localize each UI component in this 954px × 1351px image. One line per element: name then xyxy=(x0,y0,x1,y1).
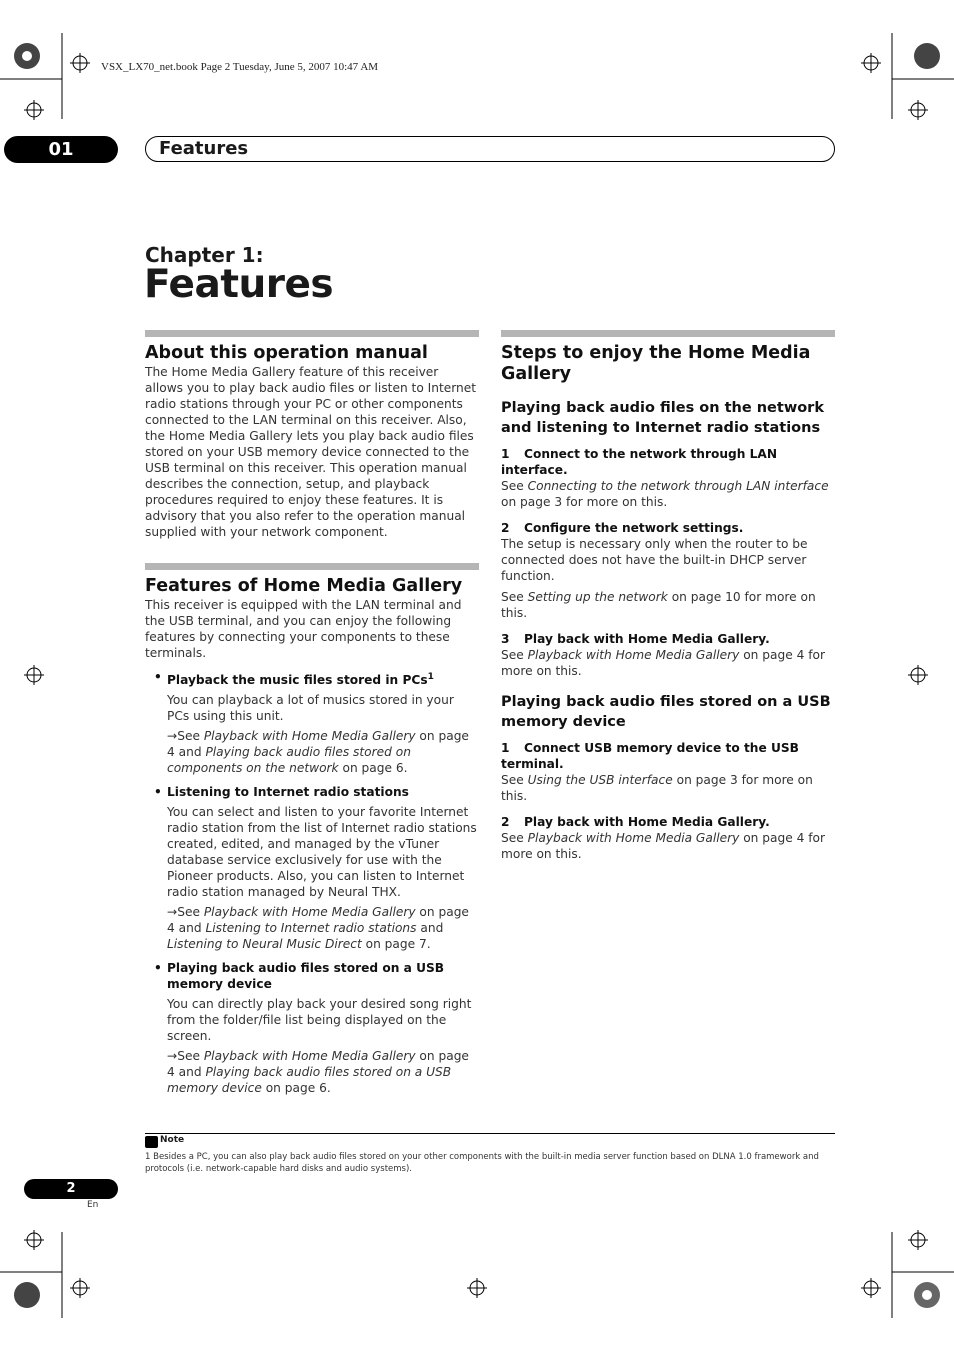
section-tab xyxy=(145,136,835,162)
feature-item-title-text: Playing back audio files stored on a USB memory device xyxy=(167,961,445,992)
ref-text: on page 4 and xyxy=(167,1049,469,1080)
see-text: on page 10 for more on this. xyxy=(501,590,816,620)
feature-item-title-text: Playback the music files stored in PCs xyxy=(167,673,428,688)
see-text: on page 4 for more on this. xyxy=(501,648,825,678)
see-text: See xyxy=(501,648,528,662)
ref-text: on page 7. xyxy=(361,937,431,952)
feature-list xyxy=(145,669,479,1096)
see-link: Setting up the network xyxy=(527,590,668,604)
step-title-text: Connect USB memory device to the USB terminal. xyxy=(501,741,799,771)
features-heading: Features of Home Media Gallery xyxy=(145,576,463,596)
right-column xyxy=(501,330,835,862)
step-see xyxy=(501,772,835,804)
page-language: En xyxy=(87,1200,99,1210)
step-title xyxy=(501,520,835,536)
see-text: See xyxy=(501,773,528,787)
ref-text: See xyxy=(177,1049,204,1064)
see-text: on page 3 for more on this. xyxy=(501,495,668,509)
left-column xyxy=(145,330,479,1096)
ref-link: Playback with Home Media Gallery xyxy=(203,729,416,744)
step-number: 2 xyxy=(501,815,510,829)
ref-link: Listening to Internet radio stations xyxy=(205,921,417,936)
step-title-text: Configure the network settings. xyxy=(524,521,744,535)
feature-item-ref xyxy=(145,904,479,952)
ref-text: and xyxy=(416,921,444,936)
see-text: on page 4 for more on this. xyxy=(501,831,825,861)
features-intro: This receiver is equipped with the LAN terminal and the USB terminal, and you can enjoy the following features by connecting your components to these terminals. xyxy=(145,598,462,660)
step-title-text: Connect to the network through LAN interface. xyxy=(501,447,778,477)
step-see xyxy=(501,589,835,621)
step-title-text: Play back with Home Media Gallery. xyxy=(524,632,770,646)
see-link: Connecting to the network through LAN interface xyxy=(527,479,829,493)
step-see xyxy=(501,647,835,679)
steps-heading: Steps to enjoy the Home Media Gallery xyxy=(501,343,811,384)
feature-item-ref xyxy=(145,728,479,776)
see-text: See xyxy=(501,590,528,604)
note-text: 1 Besides a PC, you can also play back audio files stored on your other components with the built-in media server function based on DLNA 1.0 framework and protocols (i.e. network-capable hard disks and audio systems). xyxy=(145,1152,819,1174)
step-number: 3 xyxy=(501,632,510,646)
ref-text: on page 6. xyxy=(338,761,408,776)
step-text: The setup is necessary only when the router to be connected does not have the built-in DHCP server function. xyxy=(501,537,808,583)
see-text: See xyxy=(501,831,528,845)
note-icon xyxy=(145,1136,158,1148)
ref-link: Playback with Home Media Gallery xyxy=(203,1049,416,1064)
chapter-label: Chapter 1: xyxy=(145,243,264,267)
step-number: 1 xyxy=(501,741,510,755)
ref-link: Listening to Neural Music Direct xyxy=(167,937,362,952)
see-text: See xyxy=(501,479,528,493)
sub1-steps xyxy=(501,446,835,679)
see-link: Using the USB interface xyxy=(527,773,673,787)
ref-text: See xyxy=(177,729,204,744)
step-title xyxy=(501,814,835,830)
note-divider xyxy=(145,1133,835,1134)
step-title xyxy=(501,631,835,647)
see-link: Playback with Home Media Gallery xyxy=(527,648,740,662)
step-title xyxy=(501,740,835,772)
page-number: 2 xyxy=(24,1179,118,1199)
feature-item-title xyxy=(145,960,479,992)
section-bar xyxy=(145,330,479,337)
note-title: Note xyxy=(160,1135,185,1145)
section-tab-label: Features xyxy=(159,138,249,159)
print-header: VSX_LX70_net.book Page 2 Tuesday, June 5, 2007 10:47 AM xyxy=(101,61,379,73)
chapter-number-tab xyxy=(4,136,118,163)
feature-item-title xyxy=(145,784,479,800)
step-title-text: Play back with Home Media Gallery. xyxy=(524,815,770,829)
ref-link: Playback with Home Media Gallery xyxy=(203,905,416,920)
step-number: 1 xyxy=(501,447,510,461)
ref-link: Playing back audio files stored on a USB memory device xyxy=(167,1065,452,1096)
feature-item-desc: You can select and listen to your favorite Internet radio station from the list of Internet radio stations created, edited, and managed by the vTuner database service exclusively for use with the Pioneer products. Also, you can listen to Internet radio station managed by Neural THX. xyxy=(167,805,477,900)
feature-item-title xyxy=(145,669,479,688)
sub1-heading: Playing back audio files on the network and listening to Internet radio stations xyxy=(501,400,824,436)
chapter-number: 01 xyxy=(48,139,74,160)
feature-item-desc: You can directly play back your desired song right from the folder/file list being displayed on the screen. xyxy=(167,997,472,1044)
arrow-icon: → xyxy=(167,729,178,744)
step-see xyxy=(501,830,835,862)
sub2-heading: Playing back audio files stored on a USB memory device xyxy=(501,694,831,730)
chapter-title: Features xyxy=(144,262,334,307)
about-heading: About this operation manual xyxy=(145,343,428,363)
ref-text: See xyxy=(177,905,204,920)
section-bar xyxy=(501,330,835,337)
footnote-mark: 1 xyxy=(427,672,434,682)
about-body: The Home Media Gallery feature of this receiver allows you to play back audio files or listen to Internet radio stations through your PC or other components connected to the LAN terminal on this receiver. Also, the Home Media Gallery lets you play back audio files stored on your USB memory device connected to the USB terminal on this receiver. This operation manual describes the connection, setup, and playback procedures required to enjoy these features. It is advisory that you also refer to the operation manual supplied with your network component. xyxy=(145,365,477,539)
ref-text: on page 4 and xyxy=(167,729,469,760)
arrow-icon: → xyxy=(167,905,178,920)
ref-link: Playing back audio files stored on components on the network xyxy=(167,745,411,776)
see-text: on page 3 for more on this. xyxy=(501,773,813,803)
feature-item-title-text: Listening to Internet radio stations xyxy=(167,785,409,800)
step-number: 2 xyxy=(501,521,510,535)
feature-item-ref xyxy=(145,1048,479,1096)
ref-text: on page 6. xyxy=(261,1081,331,1096)
sub2-steps xyxy=(501,740,835,862)
ref-text: on page 4 and xyxy=(167,905,469,936)
see-link: Playback with Home Media Gallery xyxy=(527,831,740,845)
section-bar xyxy=(145,563,479,570)
step-see xyxy=(501,478,835,510)
step-title xyxy=(501,446,835,478)
feature-item-desc: You can playback a lot of musics stored in your PCs using this unit. xyxy=(167,693,454,724)
arrow-icon: → xyxy=(167,1049,178,1064)
